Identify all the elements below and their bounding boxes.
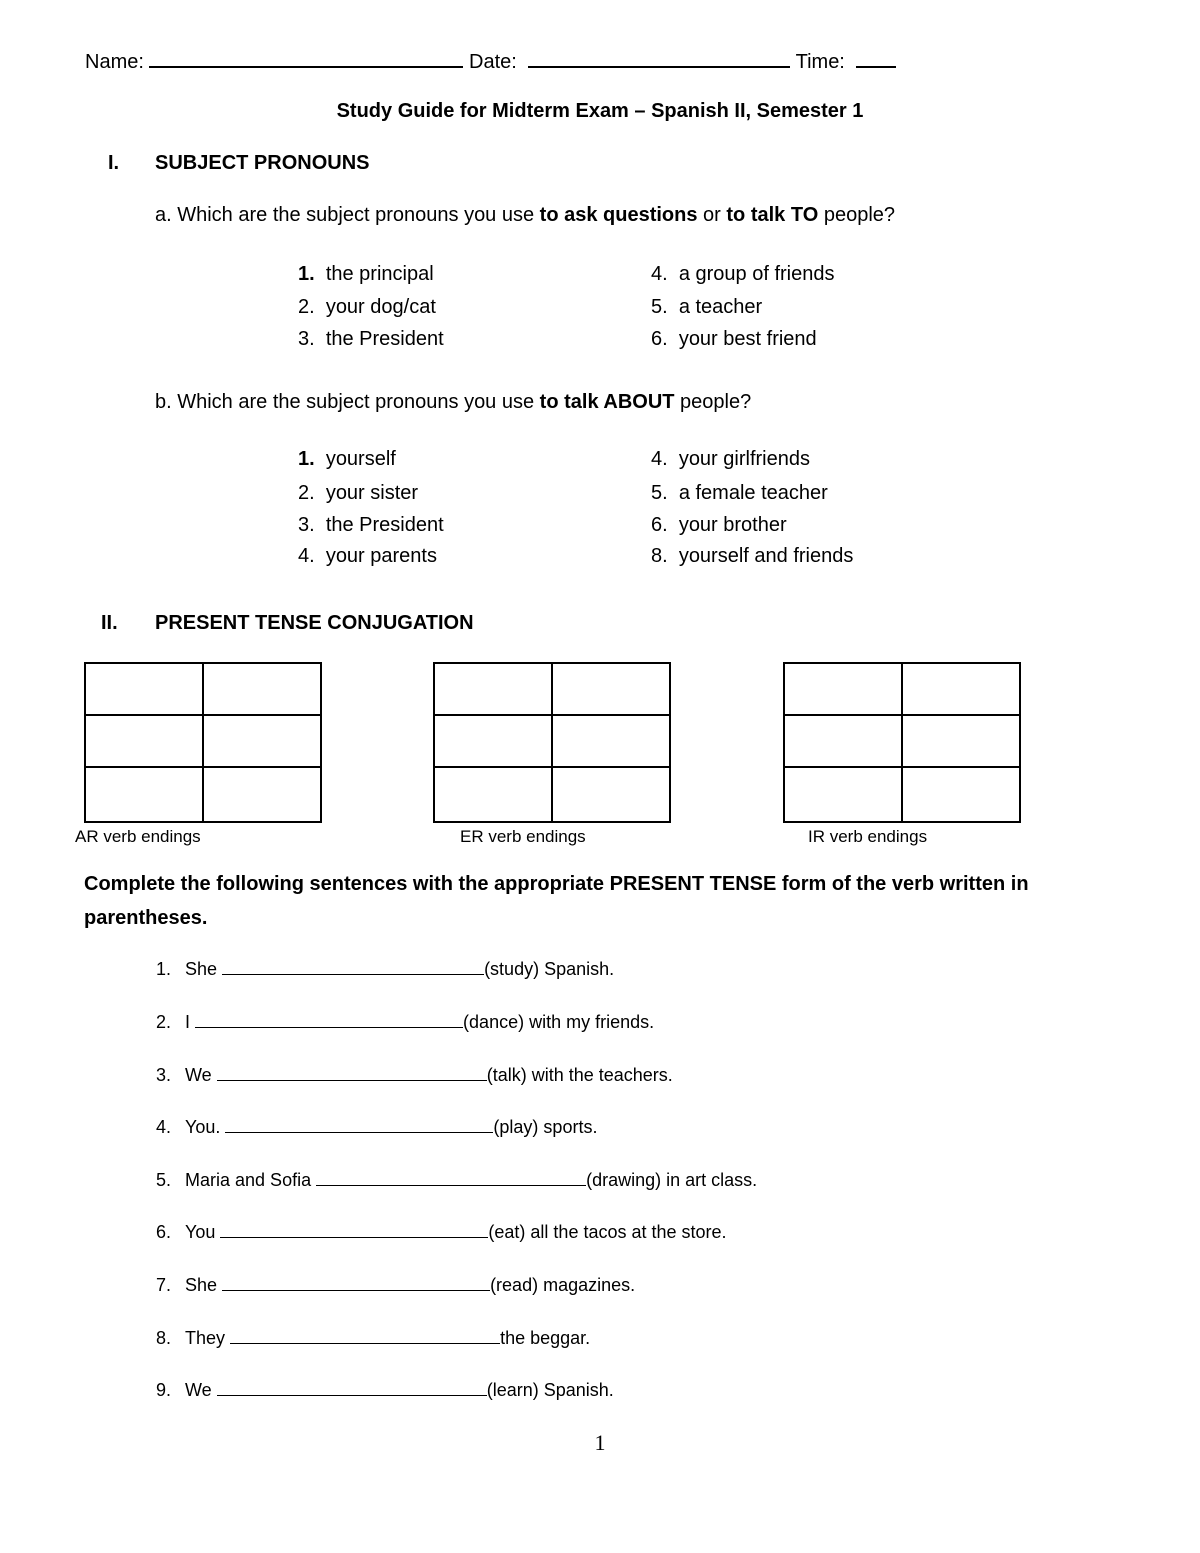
- list-item: 4. your parents: [298, 545, 437, 567]
- table-cell[interactable]: [552, 767, 670, 822]
- student-info-header: [85, 48, 896, 74]
- list-item: 2. your dog/cat: [298, 296, 436, 318]
- table-cell[interactable]: [434, 767, 552, 822]
- question-b-text-end: people?: [674, 391, 752, 413]
- table-cell[interactable]: [552, 715, 670, 767]
- answer-blank[interactable]: [230, 1329, 500, 1344]
- answer-blank[interactable]: [217, 1381, 487, 1396]
- table-cell[interactable]: [85, 715, 203, 767]
- answer-blank[interactable]: [225, 1118, 493, 1133]
- table-cell[interactable]: [434, 715, 552, 767]
- question-b-bold: to talk ABOUT: [539, 391, 675, 413]
- table-cell[interactable]: [902, 715, 1020, 767]
- time-label: Time:: [795, 51, 845, 73]
- name-label: Name:: [85, 51, 144, 73]
- question-b: [155, 391, 751, 414]
- section-1-number: I.: [108, 152, 120, 174]
- list-item: 4. your girlfriends: [651, 448, 810, 470]
- list-item: 5. a female teacher: [651, 482, 828, 504]
- list-item: 3. the President: [298, 328, 444, 350]
- table-cell[interactable]: [203, 767, 321, 822]
- table-cell[interactable]: [784, 663, 902, 715]
- page-number: 1: [594, 1430, 606, 1455]
- section-2-number: II.: [101, 612, 118, 634]
- answer-blank[interactable]: [220, 1223, 488, 1238]
- question-a-text-end: people?: [818, 204, 896, 226]
- table-cell[interactable]: [784, 767, 902, 822]
- er-table-caption: ER verb endings: [460, 827, 586, 846]
- question-b-text: b. Which are the subject pronouns you use: [155, 391, 540, 413]
- date-field-line[interactable]: [528, 48, 790, 68]
- list-item: 1. yourself: [298, 448, 396, 470]
- table-cell[interactable]: [203, 663, 321, 715]
- name-field-line[interactable]: [149, 48, 463, 68]
- table-cell[interactable]: [902, 663, 1020, 715]
- sentence-item: 9. We (learn) Spanish.: [156, 1380, 614, 1400]
- sentence-item: 7. She (read) magazines.: [156, 1275, 636, 1295]
- ar-verb-endings-table: [84, 662, 322, 823]
- question-a-text: a. Which are the subject pronouns you use: [155, 204, 540, 226]
- list-item: 4. a group of friends: [651, 263, 835, 285]
- instructions-line-2: parentheses.: [84, 907, 208, 929]
- page-title: Study Guide for Midterm Exam – Spanish II, Semester 1: [336, 100, 864, 122]
- table-cell[interactable]: [902, 767, 1020, 822]
- table-cell[interactable]: [85, 663, 203, 715]
- ar-table-caption: AR verb endings: [75, 827, 201, 846]
- sentence-item: 3. We (talk) with the teachers.: [156, 1065, 673, 1085]
- instructions-line-1: Complete the following sentences with the appropriate PRESENT TENSE form of the verb written in: [84, 873, 1029, 895]
- list-item: 2. your sister: [298, 482, 419, 504]
- time-field-line[interactable]: [856, 48, 896, 68]
- ir-table-caption: IR verb endings: [808, 827, 928, 846]
- table-cell[interactable]: [85, 767, 203, 822]
- list-item: 5. a teacher: [651, 296, 763, 318]
- section-2-title: PRESENT TENSE CONJUGATION: [155, 612, 474, 634]
- question-a-bold-1: to ask questions: [539, 204, 698, 226]
- question-a-bold-2: to talk TO: [726, 204, 819, 226]
- sentence-item: 6. You (eat) all the tacos at the store.: [156, 1222, 727, 1242]
- answer-blank[interactable]: [217, 1066, 487, 1081]
- sentence-item: 4. You. (play) sports.: [156, 1117, 598, 1137]
- section-1-title: SUBJECT PRONOUNS: [155, 152, 370, 174]
- list-item: 6. your brother: [651, 514, 787, 536]
- question-a-text-mid: or: [697, 204, 727, 226]
- ir-verb-endings-table: [783, 662, 1021, 823]
- table-cell[interactable]: [434, 663, 552, 715]
- table-cell[interactable]: [784, 715, 902, 767]
- list-item: 6. your best friend: [651, 328, 817, 350]
- answer-blank[interactable]: [316, 1171, 586, 1186]
- list-item: 1. the principal: [298, 263, 434, 285]
- sentence-item: 8. They the beggar.: [156, 1328, 591, 1348]
- er-verb-endings-table: [433, 662, 671, 823]
- list-item: 3. the President: [298, 514, 444, 536]
- answer-blank[interactable]: [195, 1013, 463, 1028]
- table-cell[interactable]: [552, 663, 670, 715]
- question-a: [155, 204, 895, 227]
- table-cell[interactable]: [203, 715, 321, 767]
- answer-blank[interactable]: [222, 1276, 490, 1291]
- sentence-item: 1. She (study) Spanish.: [156, 959, 615, 979]
- sentence-item: 5. Maria and Sofia (drawing) in art class.: [156, 1170, 758, 1190]
- date-label: Date:: [469, 51, 517, 73]
- sentence-item: 2. I (dance) with my friends.: [156, 1012, 655, 1032]
- list-item: 8. yourself and friends: [651, 545, 854, 567]
- answer-blank[interactable]: [222, 960, 484, 975]
